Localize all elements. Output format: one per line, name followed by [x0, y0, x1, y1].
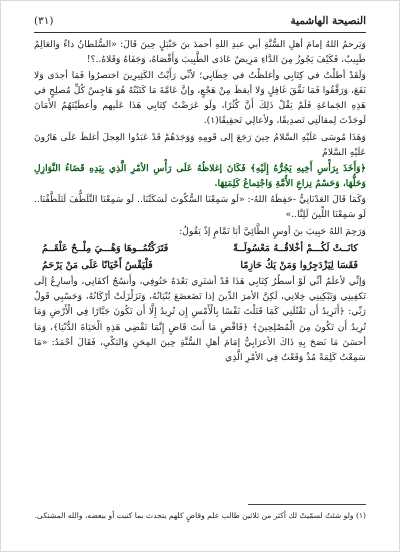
paragraph: وَهَذَا مُوسَى عَلَيْهِ السَّلامُ حِينَ رَجَعَ إلى قَومِهِ وَوَجَدَهُمْ قَدْ عَبَدُوا العِجلَ أغلظَ عَلَى هَارُونَ عَلَيْهِ السَّلامُ [34, 131, 366, 158]
verse-first-hemistich: فَقَسَا لِيَزْدَجِرُوا وَمَنْ يَكُ حَازِمًا [240, 260, 358, 272]
header-divider [34, 32, 366, 33]
quran-verse-paragraph: ﴿وَأَخَذَ بِرَأْسِ أَخِيهِ يَجُرُّهُ إِلَيْهِ﴾ فَكَانَ إغلاظُهُ عَلَى رَأْسِ الأمْرِ الَّذِي بِيَدِهِ قَضَاءُ النَّوَازِلِ وَحَلُّهَا، وَحَسْمُ نِزاعِ الأُمَّةِ وَاجْتِماعُ كَلِمَتِهَا. [34, 162, 366, 189]
poem-verse [34, 240, 366, 257]
header-title: النصيحة الهاشمية [290, 15, 366, 27]
paragraph: وَكَمَا قَالَ العَدْنَانِيُّ -حَفِظَهُ اللهُ-: «لَو سَمِعْنَا السُّكُوتَ لَسَكَتْنَا.. لَو سَمِعْنَا التَّلَطُّفَ لَتَلَطَّفْنَا.. لَو سَمِعْنَا اللِّينَ لَلِنَّا..» [34, 193, 366, 221]
verse-second-hemistich: فَلْيَقْسُ أَحْيَانًا عَلَى مَنْ يَرْحَمُ [42, 260, 153, 272]
footnote-divider [248, 504, 366, 505]
paragraph: وَإنِّي لأعلَمُ أنِّي لَوْ أسطُرُ كِتَابِي هَذَا قَدْ أشتَرِي بَعْدَهُ حَتُوفِي، وأَنسُجُ أكفَانِي، وأسارِعُ إلَى تَكفِينِي وَتَبْكِينِي خِلانِي، لَكِنَّ الأمرَ الدِّينَ إذا تَضَعضَعَ بُنْيَانُهُ، وَتَزَلْزَلَتْ أرْكَانُهُ، وَحَسْبِي قَولُ رَبِّي: ﴿أَتَرِيدُ أَن تَقْتُلَنِي كَمَا قَتَلْتَ نَفْسًا بِالْأَمْسِ إِن تُرِيدُ إِلَّا أَن تَكُونَ جَبَّارًا فِي الْأَرْضِ وَمَا تُرِيدُ أَن تَكُونَ مِنَ الْمُصْلِحِينَ﴾ ﴿فَاقْضِ مَا أَنتَ قَاضٍ إِنَّمَا تَقْضِي هَذِهِ الْحَيَاةَ الدُّنْيَا﴾، وَمَا أحسَنَ مَا نَصَحَ بِهِ ذَاكَ الأعرَابِيُّ إمَامَ أهلِ السُّنَّةِ حِينَ المِحَنِ وَالبَكْيِ، فَقَالَ أحْمَدُ: «مَا سَمِعْتُ كَلِمَةً مُذْ وَقَعْتُ فِي الأمْرِ الَّذِي [34, 276, 366, 363]
poem-intro: وَرَحِمَ اللهُ حَبِيبَ بنَ أوسٍ الطَّائِيَّ أبَا تَمَّامٍ إذْ يَقُولُ: [179, 226, 366, 238]
page-number: (٣١) [34, 15, 54, 27]
paragraph: وَيَرحمُ اللهُ إمامَ أهلِ السُّنَّةِ أبي عبدِ اللهِ أحمدَ بنَ حَنْبَلٍ حِينَ قَالَ: «السُّلطانُ داءٌ والعَالِمُ طَبِيبٌ، فَكَيْفَ يَجُوزُ مِنَ الدَّاءِ مَرِيضٌ عَادَى الطَّبِيبَ وَأَقْصَاهُ، وَجَفَاهُ وَقَلاهُ..؟! [34, 39, 366, 66]
verse-first-hemistich: كانَــتْ لَكُـــمْ أخْلاقُــهُ مَعْسُولَــةً [233, 243, 358, 255]
footnote: (١) ولو شئتُ لسمّيتُ لك أكثر من ثلاثين طالب علم وقاضٍ كلهم يتحدث بما كتبت أو ببعضه، والله المشتكى. [34, 511, 366, 520]
verse-second-hemistich: فَتَرَكْتُمُــوهَا وَهْـــيَ مِلْــحٌ عَلْقَــمُ [42, 243, 169, 255]
running-header [34, 14, 366, 28]
poem-verse [34, 257, 366, 274]
document-body [34, 37, 366, 489]
paragraph: وَلَقَدْ أطلْتُ في كِتَابِي وأغلظْتُ في خِطَابِي؛ لأنِّي رَأَيْتُ الكَثِيرِينَ اختصرُوا فَمَا أجدَى وَلا نَفَعَ، وَرَقَّقُوا فَمَا نَفَّقَ غَافِلٍ وَلا أيقظَ مِنْ هَجْعٍ، وإنَّ عَامَّةَ مَا كَتَبْتُهُ هُوَ هَاجِسٌ كُلِّ مُصلِحٍ في هَذِهِ الجَماعَةِ فَلَمْ يَقْلْ ذَلِكَ أَنَّ كُثُرًا، ولَو عَرَضْتُ كِتَابِي هَذَا عَلَيهم وأعطَيْتَهُمُ الأَمَانَ لَوجَدْتَ لِمقالَتِي تَصدِيقًا، ولأعالِي تَحقِيقًا(١). [34, 70, 366, 127]
